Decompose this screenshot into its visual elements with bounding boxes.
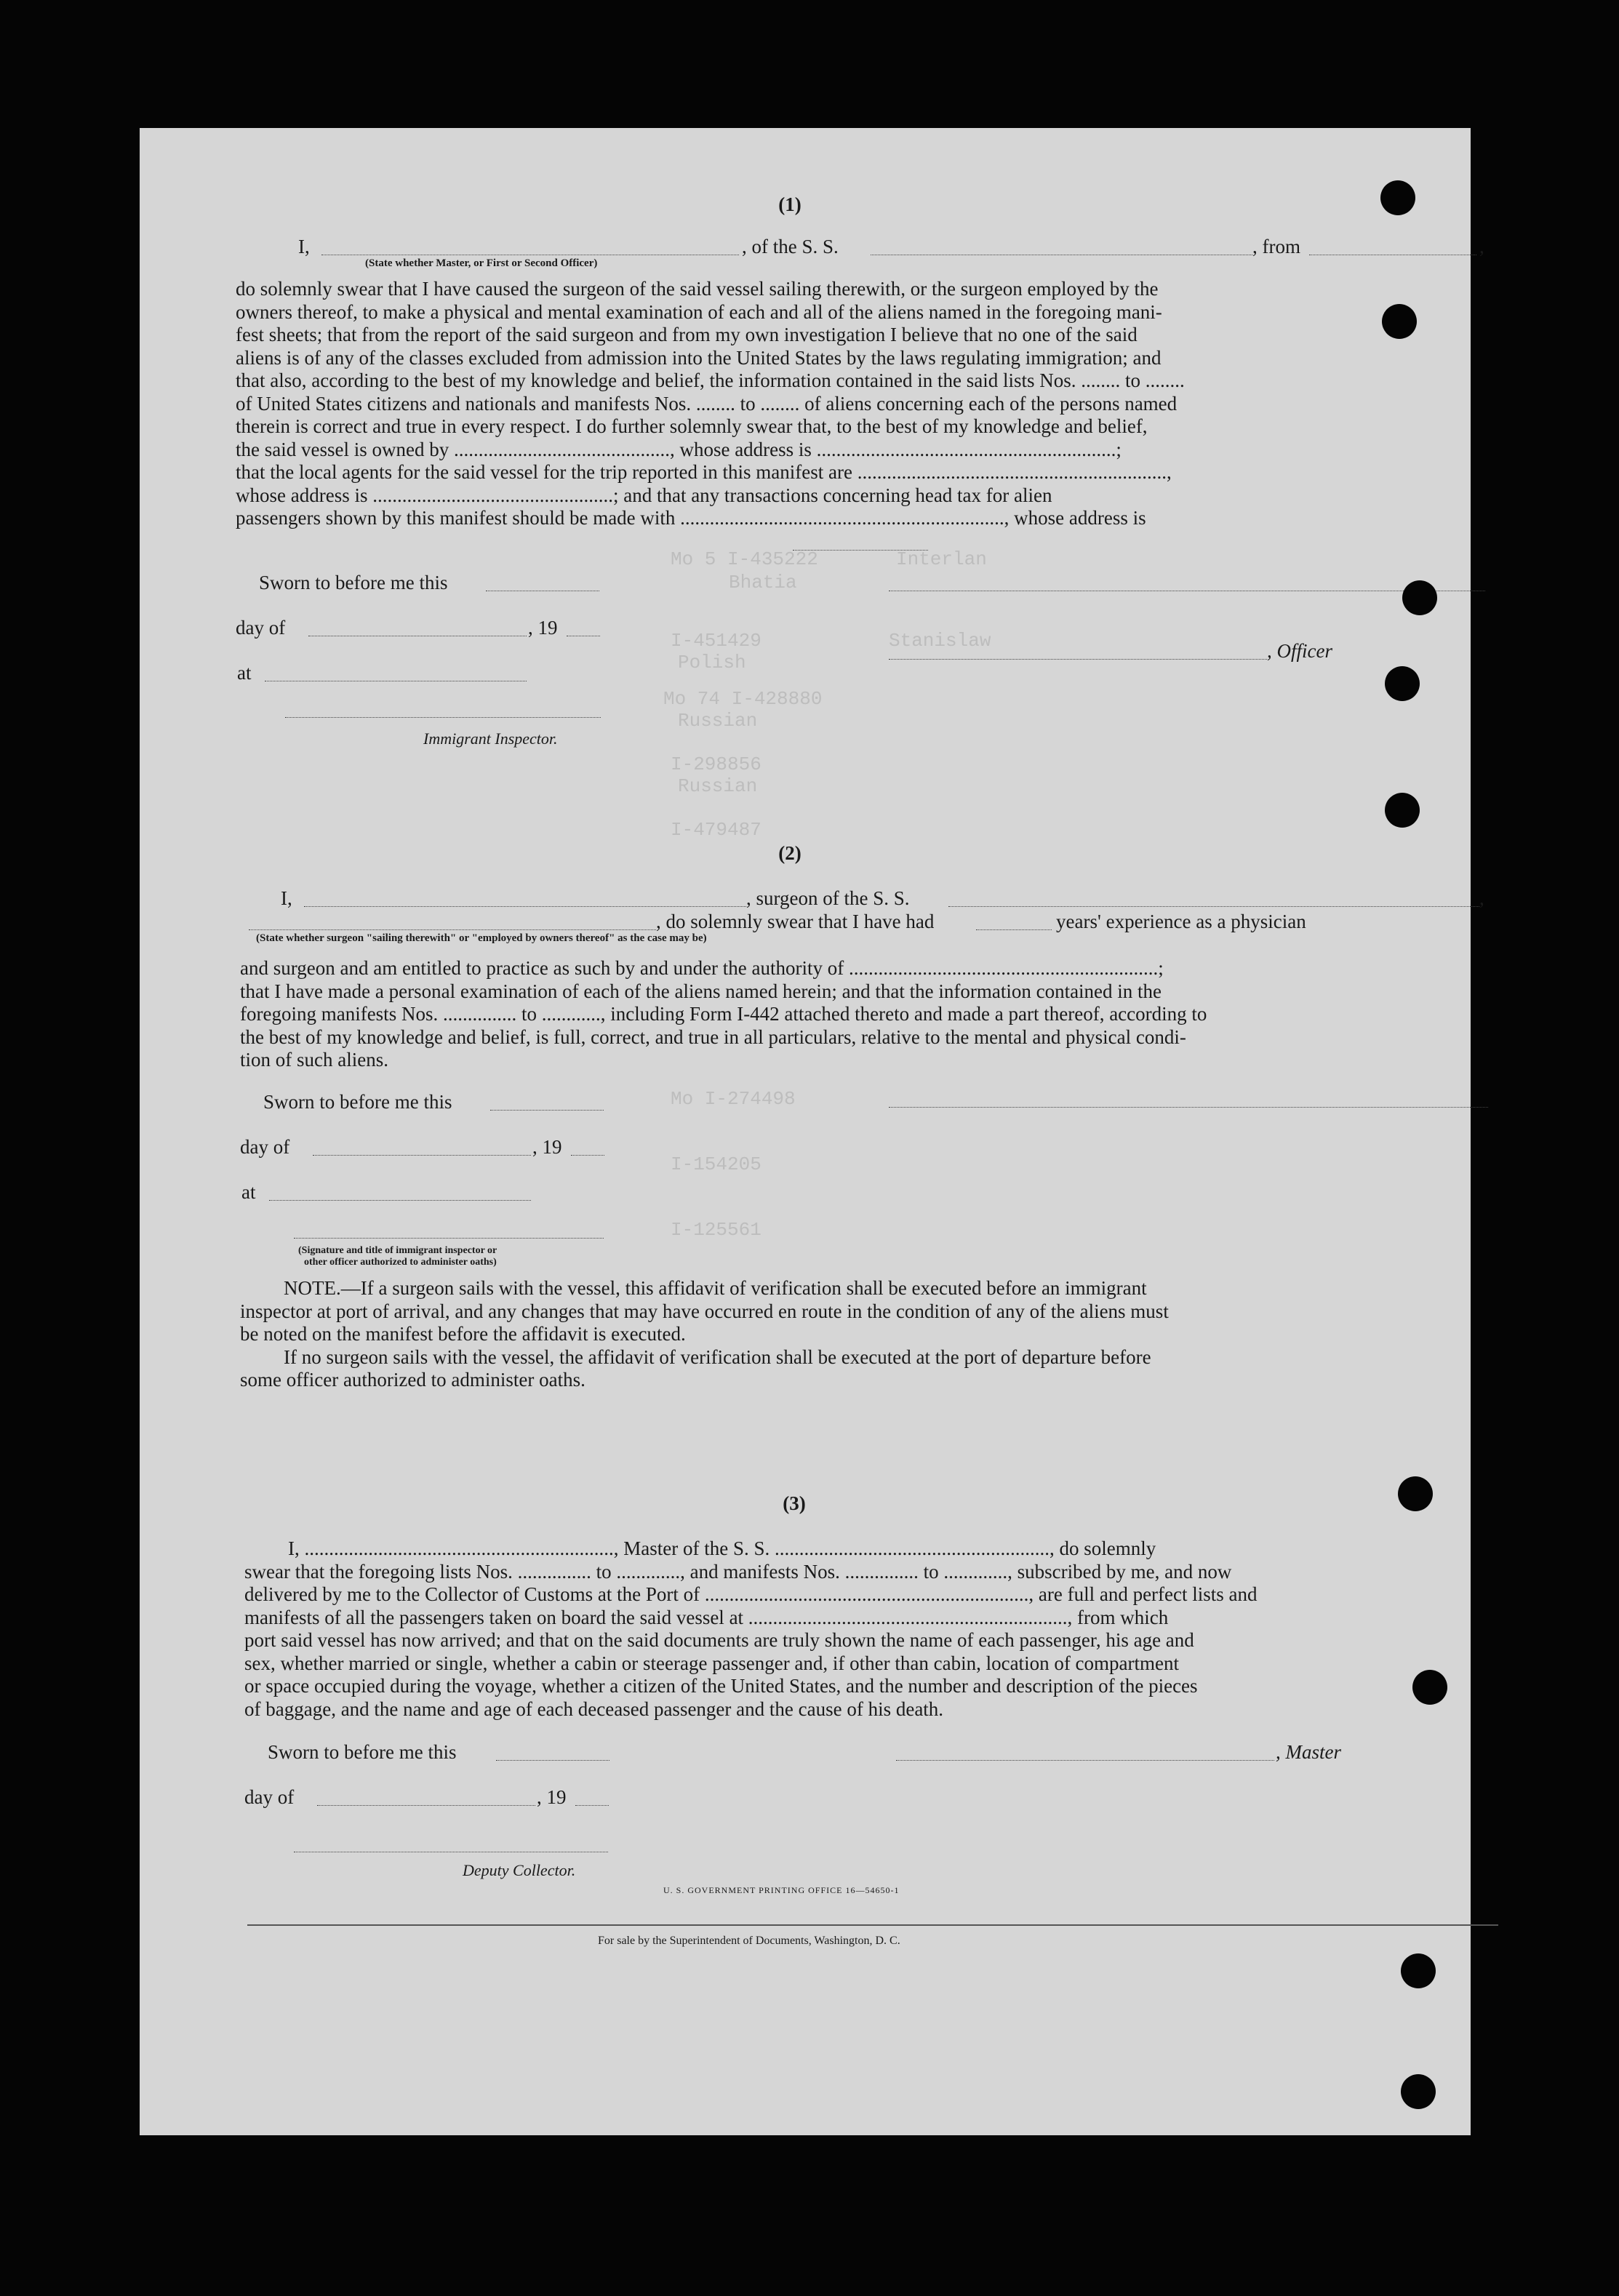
footer-rule: [247, 1924, 1498, 1926]
bleed-text: Mo 74 I-428880: [663, 688, 823, 710]
officer-label: , Officer: [1267, 640, 1332, 662]
day-of-label-1: day of: [236, 617, 286, 639]
bleed-text: Russian: [678, 775, 758, 797]
master-label: , Master: [1276, 1741, 1341, 1763]
punch-hole: [1401, 1953, 1436, 1988]
oath-1-comma: ,: [1479, 236, 1484, 257]
oath-1-of-ss: , of the S. S.: [742, 236, 839, 257]
body-line: tion of such aliens.: [240, 1049, 388, 1071]
sworn-date-line-2: [490, 1110, 604, 1111]
punch-hole: [1385, 793, 1420, 828]
bleed-text: I-298856: [671, 753, 761, 775]
document-page: [140, 128, 1484, 2135]
year-line-2: [571, 1155, 604, 1156]
bleed-text: I-451429: [671, 630, 761, 652]
printing-office: U. S. GOVERNMENT PRINTING OFFICE 16—54650-1: [663, 1885, 900, 1895]
surgeon-name-line: [304, 906, 746, 907]
oath-1-i: I,: [298, 236, 310, 257]
bleed-text: Mo 5 I-435222: [671, 548, 818, 570]
year-line-3: [575, 1805, 609, 1806]
year-label-1: , 19: [528, 617, 558, 639]
bleed-text: Stanislaw: [889, 630, 991, 652]
body-line: that also, according to the best of my knowledge and belief, the information contained in the said lists Nos. ........ to ........: [236, 369, 1185, 391]
immigrant-inspector-label: Immigrant Inspector.: [423, 729, 558, 748]
body-line: therein is correct and true in every respect. I do further solemnly swear that, to the best of my knowledge and belief,: [236, 415, 1148, 437]
bleed-text: Bhatia: [729, 572, 797, 593]
section-2-body: [240, 957, 1487, 1072]
bleed-text: Polish: [678, 652, 746, 673]
deputy-collector-label: Deputy Collector.: [463, 1861, 576, 1879]
body-line: or space occupied during the voyage, whether a citizen of the United States, and the number and description of the pieces: [244, 1675, 1198, 1697]
role-note: (State whether Master, or First or Second Officer): [365, 257, 598, 269]
oath-2-line2: , do solemnly swear that I have had: [656, 911, 935, 932]
body-line: foregoing manifests Nos. ............... to ............, including Form I-442 attached thereto and made a part thereof, according to: [240, 1003, 1207, 1025]
body-line: the best of my knowledge and belief, is full, correct, and true in all particulars, relative to the mental and physical condi-: [240, 1025, 1186, 1048]
bleed-text: Mo I-274498: [671, 1088, 796, 1110]
body-line: owners thereof, to make a physical and mental examination of each and all of the aliens named in the foregoing mani-: [236, 300, 1162, 323]
day-of-line-2: [313, 1155, 531, 1156]
punch-hole: [1402, 580, 1437, 615]
punch-hole: [1398, 1476, 1433, 1511]
bleed-text: Interlan: [896, 548, 987, 570]
note-line: If no surgeon sails with the vessel, the affidavit of verification shall be executed at the port of departure before: [284, 1345, 1151, 1368]
oath-2-years: years' experience as a physician: [1056, 911, 1306, 932]
year-label-3: , 19: [537, 1786, 567, 1808]
address-line: [793, 550, 928, 551]
section-2-heading: (2): [778, 842, 801, 864]
surgeon-note: (State whether surgeon "sailing therewith" or "employed by owners thereof" as the case may be): [256, 932, 707, 944]
body-line: that the local agents for the said vessel for the trip reported in this manifest are ...............................................................,: [236, 461, 1172, 483]
signature-note-2: other officer authorized to administer oaths): [304, 1257, 497, 1268]
surgeon-vessel-line: [948, 906, 1479, 907]
body-line: whose address is .................................................; and that any transactions concerning head tax for alien: [236, 484, 1052, 506]
body-line: fest sheets; that from the report of the said surgeon and from my own investigation I believe that no one of the said: [236, 324, 1138, 345]
punch-hole: [1401, 2074, 1436, 2109]
day-of-label-3: day of: [244, 1786, 295, 1808]
bleed-text: Russian: [678, 710, 758, 732]
sworn-label-1: Sworn to before me this: [259, 572, 448, 593]
section-1-body: [236, 278, 1487, 530]
note-line: some officer authorized to administer oaths.: [240, 1369, 585, 1391]
at-label-1: at: [237, 662, 252, 684]
body-line: of baggage, and the name and age of each deceased passenger and the cause of his death.: [244, 1697, 944, 1720]
body-line: passengers shown by this manifest should be made with .................................................................., whose address is: [236, 507, 1146, 529]
sworn-date-line-3: [496, 1760, 609, 1761]
officer-signature-line: [889, 659, 1267, 660]
body-line: of United States citizens and nationals and manifests Nos. ........ to ........ of aliens concerning each of the persons named: [236, 392, 1178, 415]
day-of-label-2: day of: [240, 1136, 290, 1158]
bleed-text: I-154205: [671, 1153, 761, 1175]
section-1-heading: (1): [778, 193, 801, 215]
authority-signature-line: [294, 1238, 604, 1239]
at-label-2: at: [241, 1181, 256, 1203]
note-line: be noted on the manifest before the affidavit is executed.: [240, 1323, 686, 1345]
master-signature-line: [896, 1760, 1274, 1761]
oath-2-surgeon: , surgeon of the S. S.: [746, 887, 910, 909]
body-line: manifests of all the passengers taken on board the said vessel at ................................................................., from which: [244, 1606, 1169, 1628]
oath-2-i: I,: [281, 887, 292, 909]
body-line: and surgeon and am entitled to practice as such by and under the authority of ...............................................................;: [240, 957, 1164, 979]
punch-hole: [1412, 1670, 1447, 1705]
body-line: I, ..............................................................., Master of the S. S. ........................................................, do solemnly: [288, 1537, 1156, 1559]
sworn-label-2: Sworn to before me this: [263, 1091, 452, 1113]
surgeon-signature-line: [889, 1107, 1488, 1108]
punch-hole: [1385, 666, 1420, 701]
day-of-line-3: [317, 1805, 535, 1806]
body-line: delivered by me to the Collector of Customs at the Port of .................................................................., are full and perfect lists and: [244, 1583, 1258, 1605]
signature-note-1: (Signature and title of immigrant inspector or: [298, 1245, 497, 1256]
oath-2-comma: ,: [1479, 887, 1484, 909]
body-line: swear that the foregoing lists Nos. ............... to ............., and manifests Nos. ............... to ............., subscribed by me, and now: [244, 1560, 1232, 1583]
body-line: do solemnly swear that I have caused the surgeon of the said vessel sailing therewith, or the surgeon employed by the: [236, 278, 1159, 300]
section-3-heading: (3): [783, 1492, 806, 1514]
at-line-2: [269, 1200, 531, 1201]
note-line: inspector at port of arrival, and any changes that may have occurred en route in the condition of any of the aliens must: [240, 1300, 1169, 1322]
note-block: [240, 1277, 1487, 1392]
bleed-text: I-125561: [671, 1219, 761, 1241]
note-line: NOTE.—If a surgeon sails with the vessel, this affidavit of verification shall be executed before an immigrant: [284, 1277, 1147, 1299]
section-3-body: [244, 1537, 1494, 1721]
punch-hole: [1382, 304, 1417, 339]
body-line: the said vessel is owned by ............................................, whose address is .............................................................;: [236, 438, 1122, 460]
year-label-2: , 19: [532, 1136, 562, 1158]
sale-note: For sale by the Superintendent of Documents, Washington, D. C.: [598, 1935, 900, 1947]
surgeon-status-line: [249, 929, 656, 930]
punch-hole: [1380, 180, 1415, 215]
bleed-text: I-479487: [671, 819, 761, 841]
years-experience-line: [976, 929, 1052, 930]
body-line: sex, whether married or single, whether a cabin or steerage passenger and, if other than cabin, location of compartment: [244, 1652, 1180, 1674]
body-line: port said vessel has now arrived; and that on the said documents are truly shown the name of each passenger, his age and: [244, 1629, 1194, 1651]
sworn-label-3: Sworn to before me this: [268, 1741, 457, 1763]
body-line: that I have made a personal examination of each of the aliens named herein; and that the information contained in the: [240, 980, 1162, 1002]
inspector-signature-line: [285, 717, 601, 718]
oath-1-from: , from: [1252, 236, 1300, 257]
body-line: aliens is of any of the classes excluded from admission into the United States by the laws regulating immigration; and: [236, 346, 1162, 369]
